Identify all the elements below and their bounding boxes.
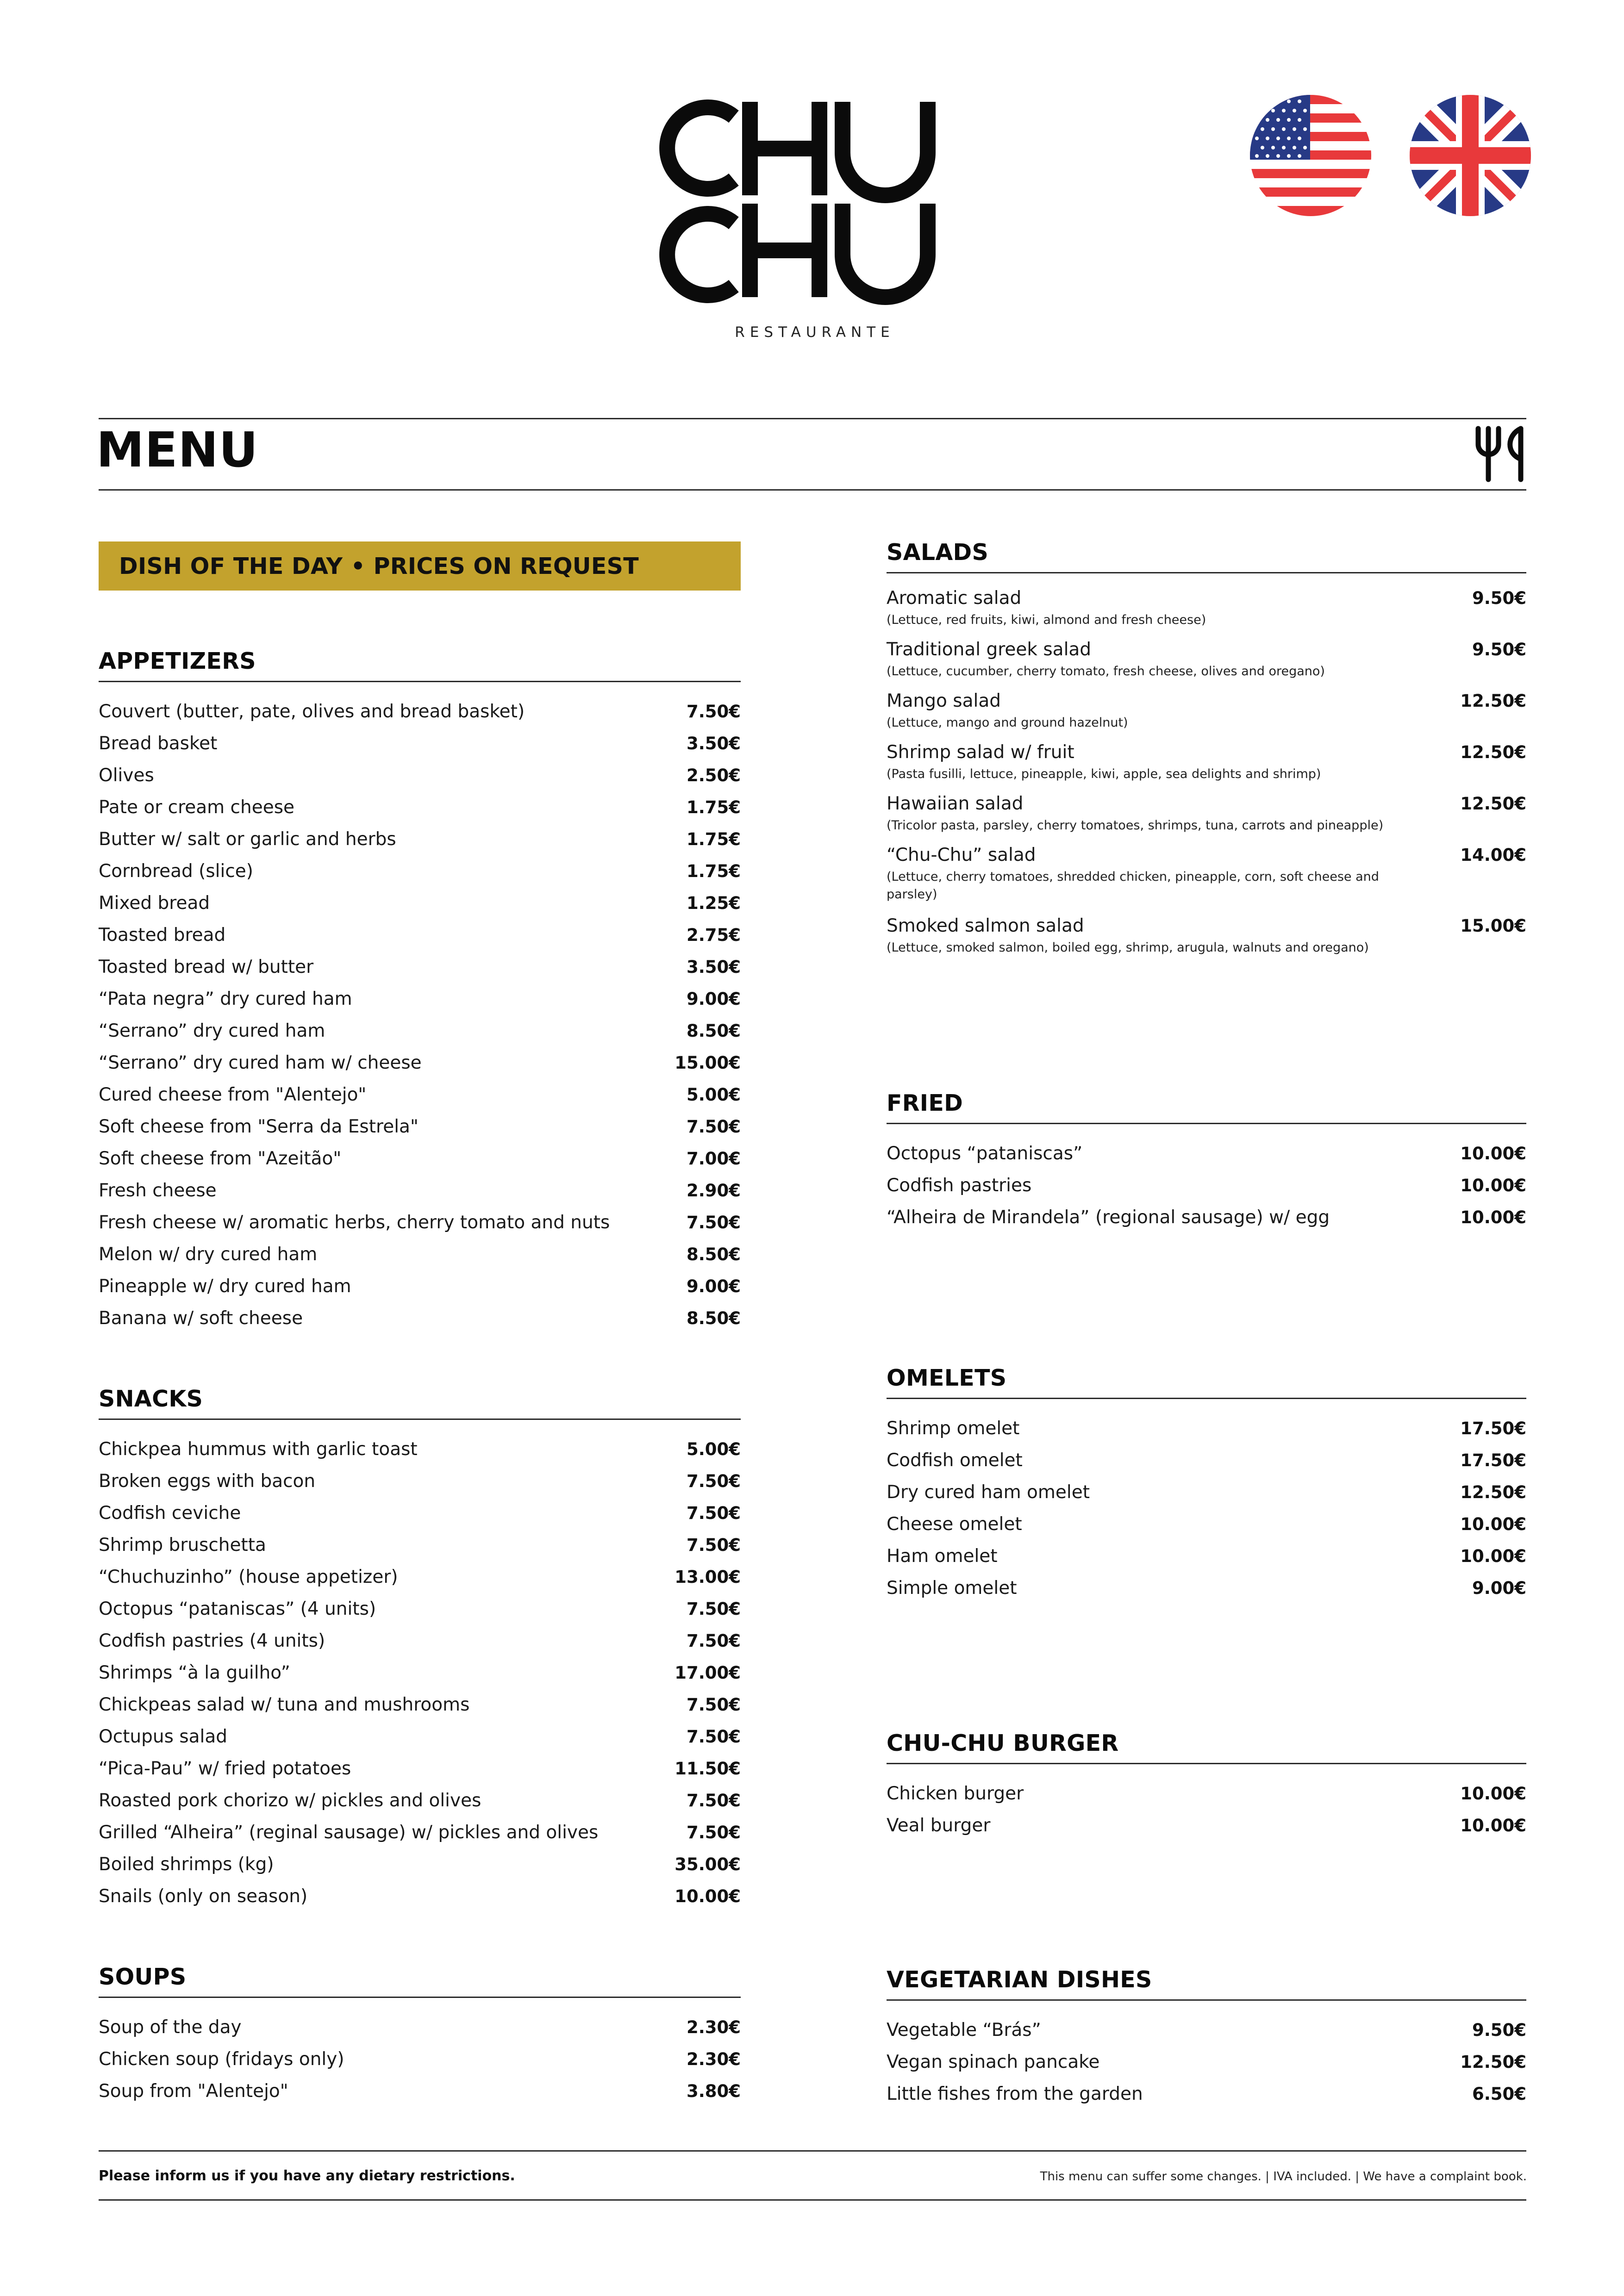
- menu-item-name: Traditional greek salad: [887, 639, 1092, 660]
- menu-item: [887, 741, 1526, 793]
- menu-item: [99, 1470, 741, 1502]
- menu-item-price: 8.50€: [686, 1021, 741, 1041]
- menu-item-price: 13.00€: [675, 1567, 741, 1587]
- menu-item: [887, 1418, 1526, 1450]
- section-fried: [887, 1089, 1526, 1238]
- menu-item-price: 12.50€: [1460, 691, 1526, 711]
- menu-item: [99, 1630, 741, 1662]
- menu-item: [887, 690, 1526, 741]
- menu-item: [99, 2080, 741, 2112]
- us-flag-graphic: [1250, 95, 1371, 216]
- menu-item-name: Little fishes from the garden: [887, 2084, 1143, 2104]
- menu-item: [887, 1513, 1526, 1545]
- menu-item-price: 17.50€: [1460, 1450, 1526, 1470]
- menu-item-price: 10.00€: [1460, 1816, 1526, 1836]
- menu-item: [99, 1598, 741, 1630]
- section-title: FRIED: [887, 1089, 1526, 1124]
- menu-item-price: 10.00€: [1460, 1546, 1526, 1566]
- menu-item: [99, 1885, 741, 1917]
- menu-item: [99, 988, 741, 1020]
- menu-item-name: Mixed bread: [99, 893, 210, 914]
- menu-item: [99, 1180, 741, 1212]
- menu-item: [99, 1307, 741, 1339]
- menu-item-price: 3.80€: [686, 2081, 741, 2101]
- menu-item-name: Fresh cheese: [99, 1180, 217, 1201]
- menu-item-price: 7.50€: [686, 1791, 741, 1811]
- menu-item: [887, 844, 1526, 915]
- menu-item: [99, 796, 741, 828]
- menu-item-name: Codfish pastries: [887, 1175, 1032, 1196]
- menu-item-price: 12.50€: [1460, 2052, 1526, 2072]
- title-divider: [99, 489, 1526, 491]
- menu-item: [99, 860, 741, 892]
- menu-item-description: (Lettuce, cucumber, cherry tomato, fresh cheese, olives and oregano): [887, 664, 1325, 678]
- menu-item-name: Octopus “pataniscas” (4 units): [99, 1599, 376, 1619]
- menu-item-name: Octopus “pataniscas”: [887, 1143, 1083, 1164]
- footer-bottom-divider: [99, 2199, 1526, 2201]
- menu-item: [99, 2016, 741, 2048]
- menu-item-price: 3.50€: [686, 957, 741, 977]
- item-list: [887, 2019, 1526, 2115]
- menu-item-price: 7.50€: [686, 1727, 741, 1747]
- menu-item: [887, 2051, 1526, 2083]
- item-list: [887, 587, 1526, 966]
- menu-item-name: Pineapple w/ dry cured ham: [99, 1276, 351, 1297]
- menu-item-name: Soft cheese from "Azeitão": [99, 1148, 342, 1169]
- menu-item-price: 14.00€: [1460, 845, 1526, 865]
- menu-item-name: “Alheira de Mirandela” (regional sausage) w/ egg: [887, 1207, 1330, 1228]
- section-omelets: [887, 1364, 1526, 1609]
- menu-item: [887, 1545, 1526, 1577]
- menu-item-name: “Pata negra” dry cured ham: [99, 989, 352, 1009]
- menu-item-price: 9.50€: [1472, 2020, 1526, 2040]
- menu-item-name: Chickpeas salad w/ tuna and mushrooms: [99, 1694, 470, 1715]
- item-list: [887, 1143, 1526, 1238]
- menu-item-name: “Chuchuzinho” (house appetizer): [99, 1567, 398, 1587]
- item-list: [887, 1783, 1526, 1847]
- menu-item-price: 9.50€: [1472, 640, 1526, 660]
- menu-item-name: Soup of the day: [99, 2017, 242, 2038]
- menu-item-price: 1.75€: [686, 861, 741, 881]
- menu-item-price: 17.00€: [675, 1663, 741, 1683]
- menu-item-price: 7.50€: [686, 1695, 741, 1715]
- menu-item: [99, 1020, 741, 1052]
- menu-item-name: Toasted bread w/ butter: [99, 957, 314, 977]
- menu-item-price: 8.50€: [686, 1308, 741, 1328]
- menu-item-name: Cured cheese from "Alentejo": [99, 1084, 367, 1105]
- menu-item-description: (Lettuce, red fruits, kiwi, almond and fresh cheese): [887, 613, 1206, 627]
- menu-item: [99, 1726, 741, 1758]
- menu-item-price: 1.25€: [686, 893, 741, 913]
- menu-item: [887, 2083, 1526, 2115]
- menu-item-price: 15.00€: [1460, 916, 1526, 936]
- menu-item-price: 9.50€: [1472, 588, 1526, 608]
- menu-item-price: 2.30€: [686, 2017, 741, 2037]
- menu-item-name: Ham omelet: [887, 1546, 998, 1567]
- section-title: OMELETS: [887, 1364, 1526, 1399]
- menu-item-price: 7.50€: [686, 1823, 741, 1842]
- menu-item-name: Soft cheese from "Serra da Estrela": [99, 1116, 418, 1137]
- menu-item-name: Grilled “Alheira” (reginal sausage) w/ pickles and olives: [99, 1822, 599, 1843]
- dish-of-the-day-banner: [99, 541, 741, 591]
- menu-item-name: Fresh cheese w/ aromatic herbs, cherry tomato and nuts: [99, 1212, 610, 1233]
- menu-item-name: Chicken burger: [887, 1783, 1024, 1804]
- menu-item-description: (Tricolor pasta, parsley, cherry tomatoes, shrimps, tuna, carrots and pineapple): [887, 818, 1384, 833]
- section-soups: [99, 1963, 741, 2112]
- menu-item-name: Cornbread (slice): [99, 861, 253, 882]
- menu-item-name: “Serrano” dry cured ham: [99, 1020, 325, 1041]
- menu-item-name: Shrimp bruschetta: [99, 1535, 266, 1556]
- menu-item: [887, 793, 1526, 844]
- menu-item-price: 10.00€: [675, 1886, 741, 1906]
- menu-item-price: 1.75€: [686, 797, 741, 817]
- menu-item-name: Simple omelet: [887, 1578, 1017, 1599]
- menu-item-price: 8.50€: [686, 1244, 741, 1264]
- item-list: [887, 1418, 1526, 1609]
- uk-flag-graphic: [1410, 95, 1531, 216]
- menu-item-price: 12.50€: [1460, 742, 1526, 762]
- menu-item: [99, 1534, 741, 1566]
- menu-item-name: Aromatic salad: [887, 588, 1022, 609]
- menu-item-name: Cheese omelet: [887, 1514, 1022, 1535]
- menu-item: [887, 587, 1526, 639]
- menu-item: [887, 1207, 1526, 1238]
- menu-item-price: 9.00€: [686, 989, 741, 1009]
- section-appetizers: [99, 647, 741, 1339]
- menu-item-description: (Lettuce, cherry tomatoes, shredded chicken, pineapple, corn, soft cheese and parsley): [887, 870, 1379, 902]
- menu-item-name: Codfish omelet: [887, 1450, 1023, 1471]
- menu-item-price: 10.00€: [1460, 1176, 1526, 1195]
- menu-item: [99, 956, 741, 988]
- menu-item: [99, 1244, 741, 1276]
- section-title: SNACKS: [99, 1385, 741, 1420]
- menu-item-price: 5.00€: [686, 1085, 741, 1105]
- menu-item-price: 7.50€: [686, 1117, 741, 1137]
- menu-item-price: 7.50€: [686, 1599, 741, 1619]
- section-title: CHU-CHU BURGER: [887, 1730, 1526, 1764]
- menu-item-price: 7.50€: [686, 1213, 741, 1232]
- menu-item-price: 15.00€: [675, 1053, 741, 1073]
- menu-item: [99, 892, 741, 924]
- menu-item-price: 7.50€: [686, 1535, 741, 1555]
- menu-item-name: Shrimp omelet: [887, 1418, 1020, 1439]
- menu-item: [887, 1481, 1526, 1513]
- menu-item-name: Chicken soup (fridays only): [99, 2049, 344, 2070]
- fork-knife-icon: [1474, 426, 1528, 482]
- menu-item-name: Melon w/ dry cured ham: [99, 1244, 318, 1265]
- menu-item-name: Shrimp salad w/ fruit: [887, 742, 1074, 763]
- item-list: [99, 701, 741, 1339]
- menu-item: [99, 1084, 741, 1116]
- top-divider: [99, 418, 1526, 419]
- menu-item-price: 9.00€: [1472, 1578, 1526, 1598]
- section-salads: [887, 539, 1526, 966]
- legal-note: This menu can suffer some changes. | IVA included. | We have a complaint book.: [1040, 2170, 1527, 2184]
- item-list: [99, 2016, 741, 2112]
- menu-item-name: Codfish ceviche: [99, 1503, 241, 1524]
- menu-item: [99, 828, 741, 860]
- menu-item: [887, 1450, 1526, 1481]
- menu-item: [99, 1212, 741, 1244]
- menu-item-name: Couvert (butter, pate, olives and bread basket): [99, 701, 525, 722]
- menu-item: [99, 1566, 741, 1598]
- dietary-note: Please inform us if you have any dietary restrictions.: [99, 2168, 515, 2184]
- section-title: SOUPS: [99, 1963, 741, 1998]
- menu-item-price: 7.50€: [686, 1631, 741, 1651]
- section-title: VEGETARIAN DISHES: [887, 1966, 1526, 2001]
- menu-item-price: 2.30€: [686, 2049, 741, 2069]
- menu-item: [99, 765, 741, 796]
- menu-item: [99, 733, 741, 765]
- us-flag-icon[interactable]: [1250, 95, 1371, 216]
- menu-item: [99, 1790, 741, 1822]
- menu-item-name: “Serrano” dry cured ham w/ cheese: [99, 1052, 422, 1073]
- menu-item-name: Smoked salmon salad: [887, 915, 1084, 936]
- menu-item-name: Octupus salad: [99, 1726, 228, 1747]
- menu-item: [99, 1052, 741, 1084]
- brand-subtitle: RESTAURANTE: [735, 324, 895, 341]
- menu-item-name: “Pica-Pau” w/ fried potatoes: [99, 1758, 351, 1779]
- brand-logo: [653, 93, 977, 305]
- menu-item-price: 5.00€: [686, 1439, 741, 1459]
- menu-item-name: Butter w/ salt or garlic and herbs: [99, 829, 396, 850]
- menu-item-price: 10.00€: [1460, 1514, 1526, 1534]
- menu-item-name: Roasted pork chorizo w/ pickles and olives: [99, 1790, 481, 1811]
- menu-item-description: (Pasta fusilli, lettuce, pineapple, kiwi, apple, sea delights and shrimp): [887, 767, 1321, 781]
- menu-item: [887, 2019, 1526, 2051]
- menu-item: [99, 1276, 741, 1307]
- chu-chu-logo-graphic: [653, 93, 977, 305]
- menu-item: [99, 1854, 741, 1885]
- section-burger: [887, 1730, 1526, 1847]
- menu-item: [887, 1143, 1526, 1175]
- menu-item-price: 3.50€: [686, 734, 741, 753]
- menu-item: [99, 1822, 741, 1854]
- menu-item-price: 12.50€: [1460, 1482, 1526, 1502]
- menu-item-name: Vegan spinach pancake: [887, 2052, 1100, 2072]
- menu-item-name: “Chu-Chu” salad: [887, 845, 1036, 865]
- uk-flag-icon[interactable]: [1410, 95, 1531, 216]
- menu-item-price: 12.50€: [1460, 794, 1526, 814]
- menu-item-price: 17.50€: [1460, 1419, 1526, 1438]
- footer-top-divider: [99, 2150, 1526, 2152]
- item-list: [99, 1438, 741, 1917]
- menu-item: [887, 639, 1526, 690]
- menu-item-name: Dry cured ham omelet: [887, 1482, 1090, 1503]
- menu-item: [887, 1577, 1526, 1609]
- menu-item: [99, 924, 741, 956]
- menu-item-price: 7.50€: [686, 1503, 741, 1523]
- menu-item-name: Olives: [99, 765, 154, 786]
- menu-item-name: Soup from "Alentejo": [99, 2081, 288, 2102]
- menu-item: [99, 1116, 741, 1148]
- menu-item-price: 1.75€: [686, 829, 741, 849]
- menu-item-name: Boiled shrimps (kg): [99, 1854, 274, 1875]
- menu-item-name: Veal burger: [887, 1815, 991, 1836]
- section-snacks: [99, 1385, 741, 1917]
- menu-item-name: Hawaiian salad: [887, 793, 1024, 814]
- menu-item-price: 2.50€: [686, 765, 741, 785]
- menu-item-name: Pate or cream cheese: [99, 797, 295, 818]
- menu-item: [99, 1438, 741, 1470]
- menu-item-price: 2.75€: [686, 925, 741, 945]
- menu-item-name: Shrimps “à la guilho”: [99, 1662, 290, 1683]
- menu-item-price: 7.50€: [686, 1471, 741, 1491]
- menu-item-price: 7.50€: [686, 702, 741, 722]
- menu-item-description: (Lettuce, smoked salmon, boiled egg, shrimp, arugula, walnuts and oregano): [887, 940, 1369, 955]
- dish-of-the-day-label: DISH OF THE DAY • PRICES ON REQUEST: [119, 553, 639, 579]
- menu-item: [99, 2048, 741, 2080]
- section-title: APPETIZERS: [99, 647, 741, 682]
- menu-item-name: Mango salad: [887, 691, 1001, 711]
- section-vegetarian: [887, 1966, 1526, 2115]
- menu-item: [99, 701, 741, 733]
- menu-item: [99, 1662, 741, 1694]
- menu-item-name: Chickpea hummus with garlic toast: [99, 1439, 418, 1460]
- menu-item-name: Toasted bread: [99, 925, 226, 946]
- menu-item-description: (Lettuce, mango and ground hazelnut): [887, 716, 1128, 730]
- menu-item: [99, 1758, 741, 1790]
- menu-item: [887, 915, 1526, 966]
- menu-item-name: Vegetable “Brás”: [887, 2020, 1041, 2041]
- menu-item-price: 7.00€: [686, 1149, 741, 1169]
- menu-item-price: 9.00€: [686, 1276, 741, 1296]
- menu-item-name: Bread basket: [99, 733, 218, 754]
- menu-item-price: 2.90€: [686, 1181, 741, 1201]
- section-title: SALADS: [887, 539, 1526, 573]
- menu-item: [99, 1694, 741, 1726]
- fork-knife-graphic: [1474, 426, 1528, 482]
- menu-item-price: 10.00€: [1460, 1144, 1526, 1164]
- menu-item-price: 10.00€: [1460, 1784, 1526, 1804]
- menu-item: [887, 1815, 1526, 1847]
- page-title: MENU: [96, 422, 259, 478]
- menu-item: [99, 1502, 741, 1534]
- menu-item-price: 35.00€: [675, 1854, 741, 1874]
- menu-item-name: Snails (only on season): [99, 1886, 308, 1907]
- menu-item-name: Banana w/ soft cheese: [99, 1308, 303, 1329]
- menu-item: [887, 1175, 1526, 1207]
- menu-item-price: 11.50€: [675, 1759, 741, 1779]
- menu-item-price: 10.00€: [1460, 1207, 1526, 1227]
- menu-item-name: Codfish pastries (4 units): [99, 1630, 325, 1651]
- menu-item: [99, 1148, 741, 1180]
- menu-item: [887, 1783, 1526, 1815]
- menu-item-price: 6.50€: [1472, 2084, 1526, 2104]
- menu-item-name: Broken eggs with bacon: [99, 1471, 316, 1492]
